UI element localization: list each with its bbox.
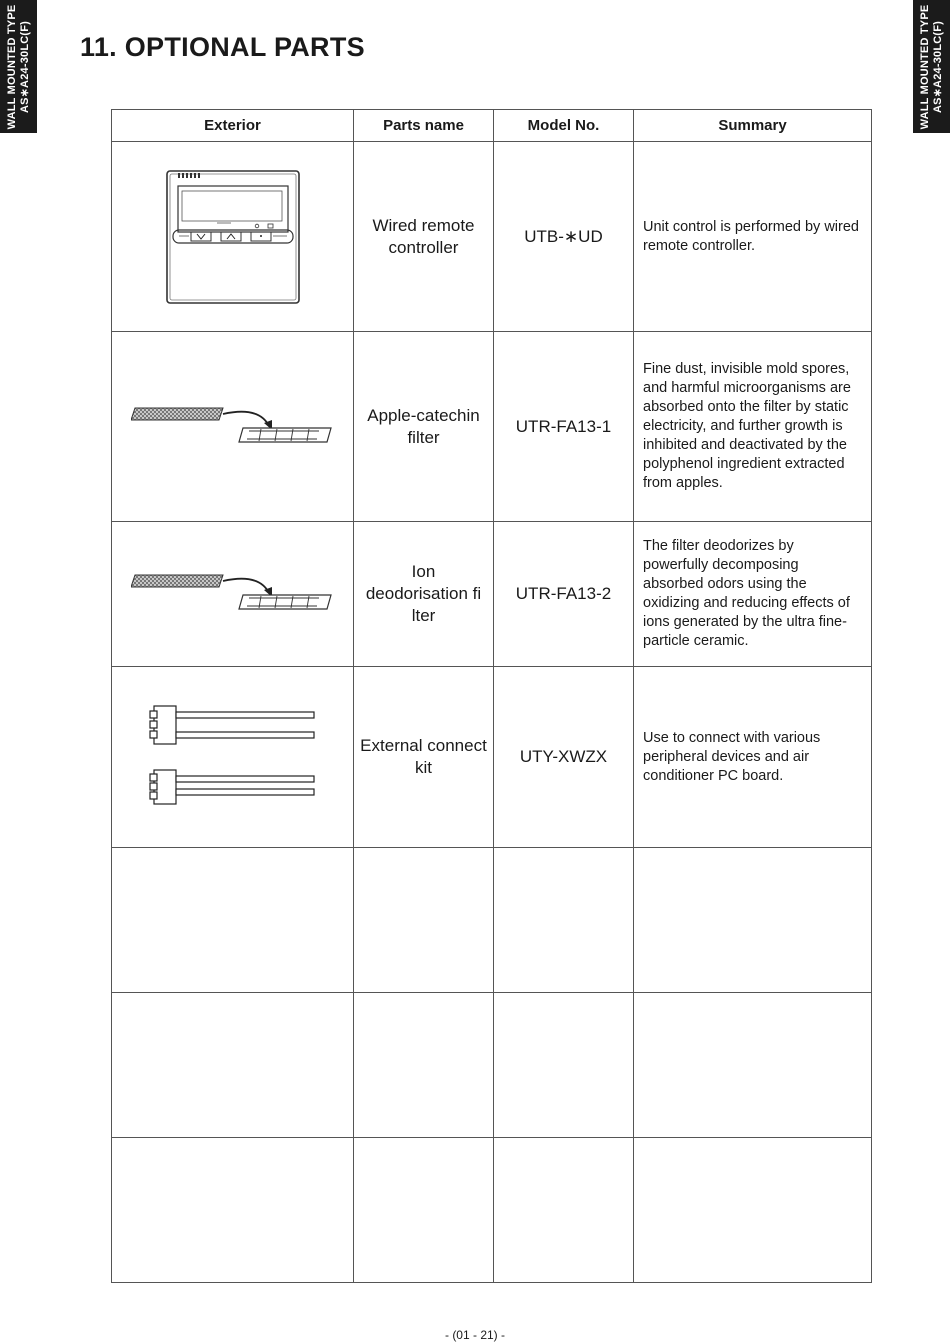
- filter-icon: [131, 404, 335, 450]
- exterior-cell: [112, 142, 354, 332]
- model-no-cell: UTB-∗UD: [494, 142, 634, 332]
- parts-name-cell: [354, 993, 494, 1138]
- parts-name-cell: [354, 1138, 494, 1283]
- table-row: [112, 1138, 872, 1283]
- header-exterior: Exterior: [112, 110, 354, 142]
- header-model-no: Model No.: [494, 110, 634, 142]
- summary-cell: [634, 848, 872, 993]
- side-tab-left: [0, 0, 37, 133]
- summary-cell: Unit control is performed by wired remote controller.: [634, 142, 872, 332]
- exterior-cell: [112, 993, 354, 1138]
- filter-icon: [131, 571, 335, 617]
- model-no-cell: [494, 993, 634, 1138]
- connector-cable-icon: [148, 702, 318, 812]
- summary-cell: Use to connect with various peripheral devices and air conditioner PC board.: [634, 667, 872, 848]
- model-no-cell: [494, 848, 634, 993]
- model-no-cell: UTR-FA13-2: [494, 522, 634, 667]
- parts-name-cell: Apple-catechin filter: [354, 332, 494, 522]
- model-no-cell: [494, 1138, 634, 1283]
- side-tab-line2: AS∗A24-30LC(F): [18, 20, 31, 113]
- header-parts-name: Parts name: [354, 110, 494, 142]
- side-tab-line1: WALL MOUNTED TYPE: [5, 4, 18, 129]
- parts-name-cell: [354, 848, 494, 993]
- exterior-cell: [112, 848, 354, 993]
- summary-cell: [634, 993, 872, 1138]
- exterior-cell: [112, 1138, 354, 1283]
- exterior-cell: [112, 667, 354, 848]
- optional-parts-table: [111, 109, 872, 1283]
- side-tab-right: [913, 0, 950, 133]
- table-row: [112, 522, 872, 667]
- exterior-cell: [112, 522, 354, 667]
- table-row: [112, 993, 872, 1138]
- side-tab-line2: AS∗A24-30LC(F): [931, 20, 944, 113]
- model-no-cell: UTY-XWZX: [494, 667, 634, 848]
- model-no-cell: UTR-FA13-1: [494, 332, 634, 522]
- page-number: - (01 - 21) -: [444, 1328, 505, 1342]
- summary-cell: Fine dust, invisible mold spores, and harmful microorganisms are absorbed onto the filter by static electricity, and further growth is inhibited and deactivated by the polyphenol ingredient extracted from apples.: [634, 332, 872, 522]
- parts-name-cell: Wired remote controller: [354, 142, 494, 332]
- summary-cell: [634, 1138, 872, 1283]
- header-summary: Summary: [634, 110, 872, 142]
- table-row: [112, 142, 872, 332]
- table-header-row: [112, 110, 872, 142]
- exterior-cell: [112, 332, 354, 522]
- parts-name-cell: External connect kit: [354, 667, 494, 848]
- table-row: [112, 848, 872, 993]
- summary-cell: The filter deodorizes by powerfully decomposing absorbed odors using the oxidizing and reducing effects of ions generated by the ultra fine-particle ceramic.: [634, 522, 872, 667]
- table-row: [112, 667, 872, 848]
- table-row: [112, 332, 872, 522]
- page-title: 11. OPTIONAL PARTS: [80, 32, 365, 62]
- remote-controller-icon: [165, 169, 301, 305]
- side-tab-line1: WALL MOUNTED TYPE: [918, 4, 931, 129]
- parts-name-cell: Ion deodorisation fi lter: [354, 522, 494, 667]
